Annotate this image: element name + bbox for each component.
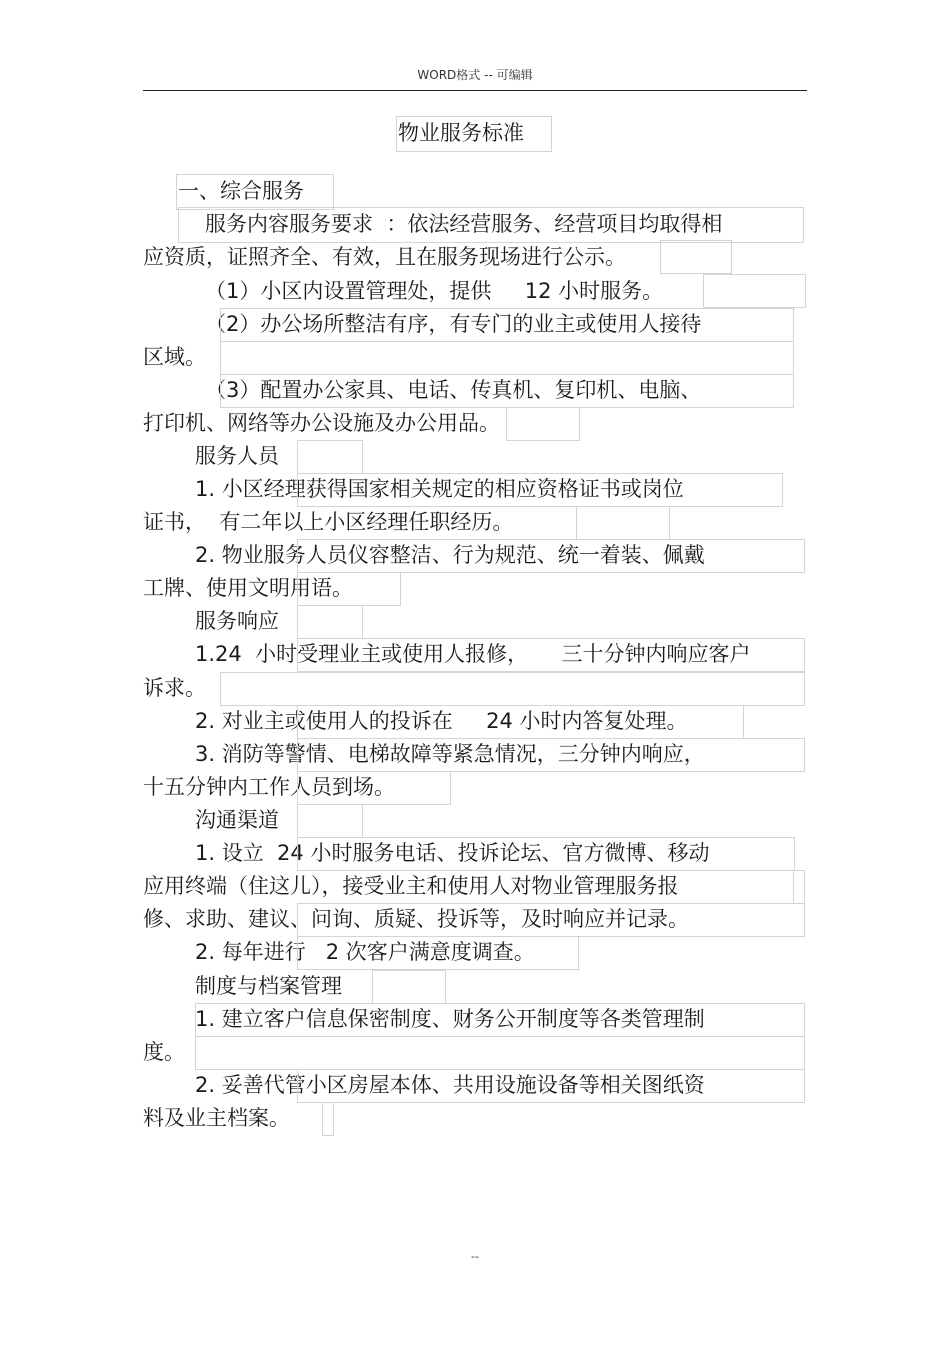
paragraph-line: 修、求助、建议、问询、质疑、投诉等，及时响应并记录。 (143, 907, 689, 931)
page-header: WORD格式 -- 可编辑 (417, 68, 533, 82)
text-frame (297, 804, 363, 838)
paragraph-line: 十五分钟内工作人员到场。 (143, 775, 395, 799)
text-frame (297, 605, 363, 639)
paragraph-line: 工牌、使用文明用语。 (143, 576, 353, 600)
section-heading: 一、综合服务 (178, 179, 304, 203)
paragraph-line: 应资质，证照齐全、有效，且在服务现场进行公示。 (143, 245, 626, 269)
paragraph-line: 诉求。 (143, 676, 206, 700)
text-frame (506, 407, 580, 441)
paragraph-line: 服务内容服务要求 ：依法经营服务、经营项目均取得相 (205, 212, 723, 236)
subsection-heading: 制度与档案管理 (195, 974, 342, 998)
list-item: 2. 物业服务人员仪容整洁、行为规范、统一着装、佩戴 (195, 543, 705, 567)
list-item: 2. 妥善代管小区房屋本体、共用设施设备等相关图纸资 (195, 1073, 705, 1097)
paragraph-line: 料及业主档案。 (143, 1106, 290, 1130)
subsection-heading: 服务人员 (195, 444, 279, 468)
list-item: （3）配置办公家具、电话、传真机、复印机、电脑、 (205, 378, 702, 402)
text-frame (372, 970, 446, 1004)
text-frame (322, 1102, 334, 1136)
list-item: 2. 对业主或使用人的投诉在 24 小时内答复处理。 (195, 709, 688, 733)
paragraph-line: 度。 (143, 1040, 185, 1064)
header-rule (143, 90, 807, 91)
text-frame (195, 1036, 805, 1070)
list-item: 1. 建立客户信息保密制度、财务公开制度等各类管理制 (195, 1007, 705, 1031)
paragraph-line: 应用终端（住这儿），接受业主和使用人对物业管理服务报 (143, 874, 679, 898)
list-item: （1）小区内设置管理处，提供 12 小时服务。 (205, 279, 664, 303)
subsection-heading: 服务响应 (195, 609, 279, 633)
list-item: 1. 设立 24 小时服务电话、投诉论坛、官方微博、移动 (195, 841, 710, 865)
text-frame (220, 672, 805, 706)
paragraph-line: 打印机、网络等办公设施及办公用品。 (143, 411, 500, 435)
subsection-heading: 沟通渠道 (195, 808, 279, 832)
text-frame (576, 506, 670, 540)
text-frame (297, 440, 363, 474)
text-frame (703, 274, 806, 308)
document-title: 物业服务标准 (398, 121, 524, 145)
text-frame (660, 240, 732, 274)
list-item: 1. 小区经理获得国家相关规定的相应资格证书或岗位 (195, 477, 684, 501)
text-frame (220, 341, 794, 375)
page-footer: -- (471, 1250, 479, 1263)
list-item: 2. 每年进行 2 次客户满意度调查。 (195, 940, 535, 964)
list-item: 3. 消防等警情、电梯故障等紧急情况，三分钟内响应， (195, 742, 705, 766)
list-item: （2）办公场所整洁有序，有专门的业主或使用人接待 (205, 312, 702, 336)
list-item: 1.24 小时受理业主或使用人报修， 三十分钟内响应客户 (195, 642, 751, 666)
text-frame (793, 870, 805, 904)
paragraph-line: 区域。 (143, 345, 206, 369)
paragraph-line: 证书， 有二年以上小区经理任职经历。 (143, 510, 514, 534)
